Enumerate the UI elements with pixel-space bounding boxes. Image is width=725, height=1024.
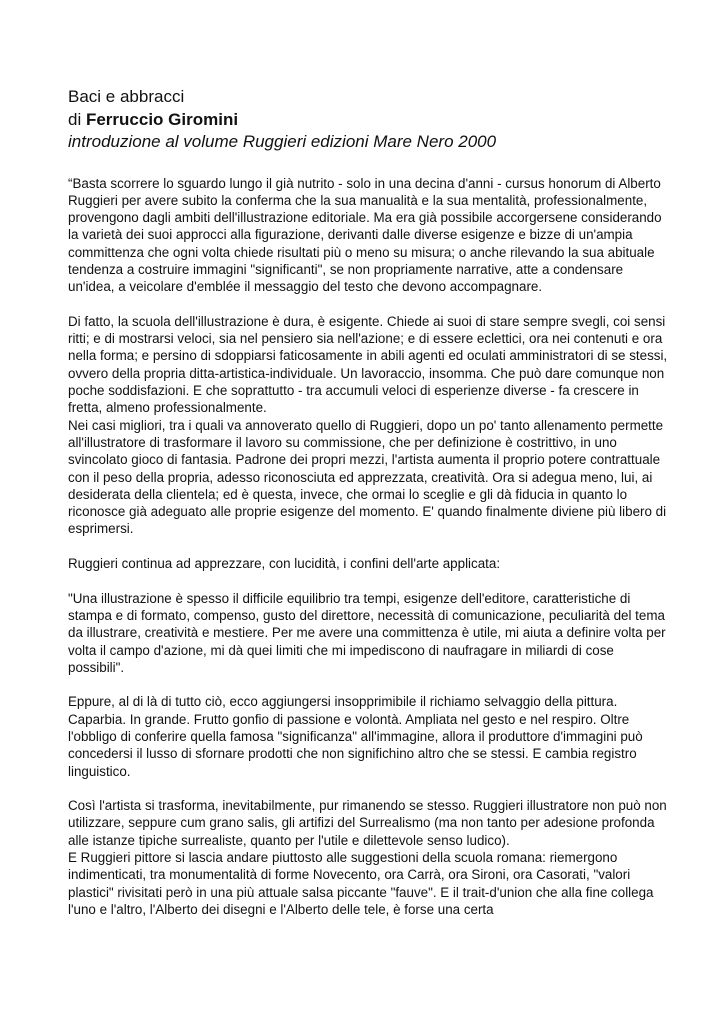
document-subtitle: introduzione al volume Ruggieri edizioni Mare Nero 2000 xyxy=(68,132,497,151)
body-text xyxy=(68,175,668,919)
paragraph: Eppure, al di là di tutto ciò, ecco aggiungersi insopprimibile il richiamo selvaggio della pittura. Caparbia. In grande. Frutto gonfio di passione e volontà. Ampliata nel gesto e nel respiro. Oltre l'obbligo di conferire quella famosa "significanza" all'immagine, allora il produttore d'immagini può concedersi il lusso di sfornare prodotti che non significhino altro che se stessi. E cambia registro linguistico. xyxy=(68,694,643,779)
paragraph: Nei casi migliori, tra i quali va annoverato quello di Ruggieri, dopo un po' tanto allenamento permette all'illustratore di trasformare il lavoro su commissione, che per definizione è costrittivo, in uno svincolato gioco di fantasia. Padrone dei propri mezzi, l'artista aumenta il proprio potere contrattuale con il peso della propria, adesso riconosciuta ed apprezzata, creatività. Ora si adegua meno, lui, ai desiderata della clientela; ed è questa, invece, che ormai lo sceglie e gli dà fiducia in quanto lo riconosce già adeguato alle proprie esigenze del momento. E' quando finalmente diviene più libero di esprimersi. xyxy=(68,417,667,537)
quotation-paragraph: "Una illustrazione è spesso il difficile equilibrio tra tempi, esigenze dell'editore, caratteristiche di stampa e di formato, compenso, gusto del direttore, necessità di comunicazione, peculiarità del tema da illustrare, creatività e mestiere. Per me avere una committenza è utile, mi aiuta a definire volta per volta il campo d'azione, mi dà quei limiti che mi impediscono di naufragare in miliardi di cose possibili". xyxy=(68,590,666,675)
title-block xyxy=(68,86,668,154)
paragraph: “Basta scorrere lo sguardo lungo il già nutrito - solo in una decina d'anni - cursus honorum di Alberto Ruggieri per avere subito la conferma che la sua manualità e la sua mentalità, professionalmente, provengono dagli ambiti dell'illustrazione editoriale. Ma era già possibile accorgersene considerando la varietà dei suoi approcci alla figurazione, derivanti dalle diverse esigenze e bizze di un'ampia committenza che ogni volta chiede risultati più o meno su misura; o anche rilevando la sua abituale tendenza a costruire immagini "significanti", se non propriamente narrative, atte a condensare un'idea, a veicolare d'emblée il messaggio del testo che devono accompagnare. xyxy=(68,175,662,295)
paragraph: Ruggieri continua ad apprezzare, con lucidità, i confini dell'arte applicata: xyxy=(68,556,501,572)
document-title: Baci e abbracci xyxy=(68,87,185,106)
paragraph: Così l'artista si trasforma, inevitabilmente, pur rimanendo se stesso. Ruggieri illustratore non può non utilizzare, seppure cum grano salis, gli artifizi del Surrealismo (ma non tanto per adesione profonda alle istanze tipiche surrealiste, quanto per l'utile e dilettevole senso ludico). xyxy=(68,798,667,848)
paragraph: E Ruggieri pittore si lascia andare piuttosto alle suggestioni della scuola romana: riemergono indimenticati, tra monumentalità di forme Novecento, ora Carrà, ora Sironi, ora Casorati, "valori plastici" rivisitati però in una più attuale salsa piccante "fauve". E il trait-d'union che alla fine collega l'uno e l'altro, l'Alberto dei disegni e l'Alberto delle tele, è forse una certa xyxy=(68,850,654,917)
author-name: Ferruccio Giromini xyxy=(85,109,239,129)
document-page xyxy=(68,86,668,918)
byline-prefix: di xyxy=(68,109,86,129)
byline xyxy=(68,109,668,132)
paragraph: Di fatto, la scuola dell'illustrazione è dura, è esigente. Chiede ai suoi di stare sempre svegli, coi sensi ritti; e di mostrarsi veloci, sia nel pensiero sia nell'azione; e di essere eclettici, ora nei contenuti e ora nella forma; e persino di sdoppiarsi faticosamente in abili agenti ed oculati amministratori di se stessi, ovvero della propria ditta-artistica-individuale. Un lavoraccio, insomma. Che può dare comunque non poche soddisfazioni. E che soprattutto - tra accumuli veloci di esperienze diverse - fa crescere in fretta, almeno professionalmente. xyxy=(68,313,668,416)
